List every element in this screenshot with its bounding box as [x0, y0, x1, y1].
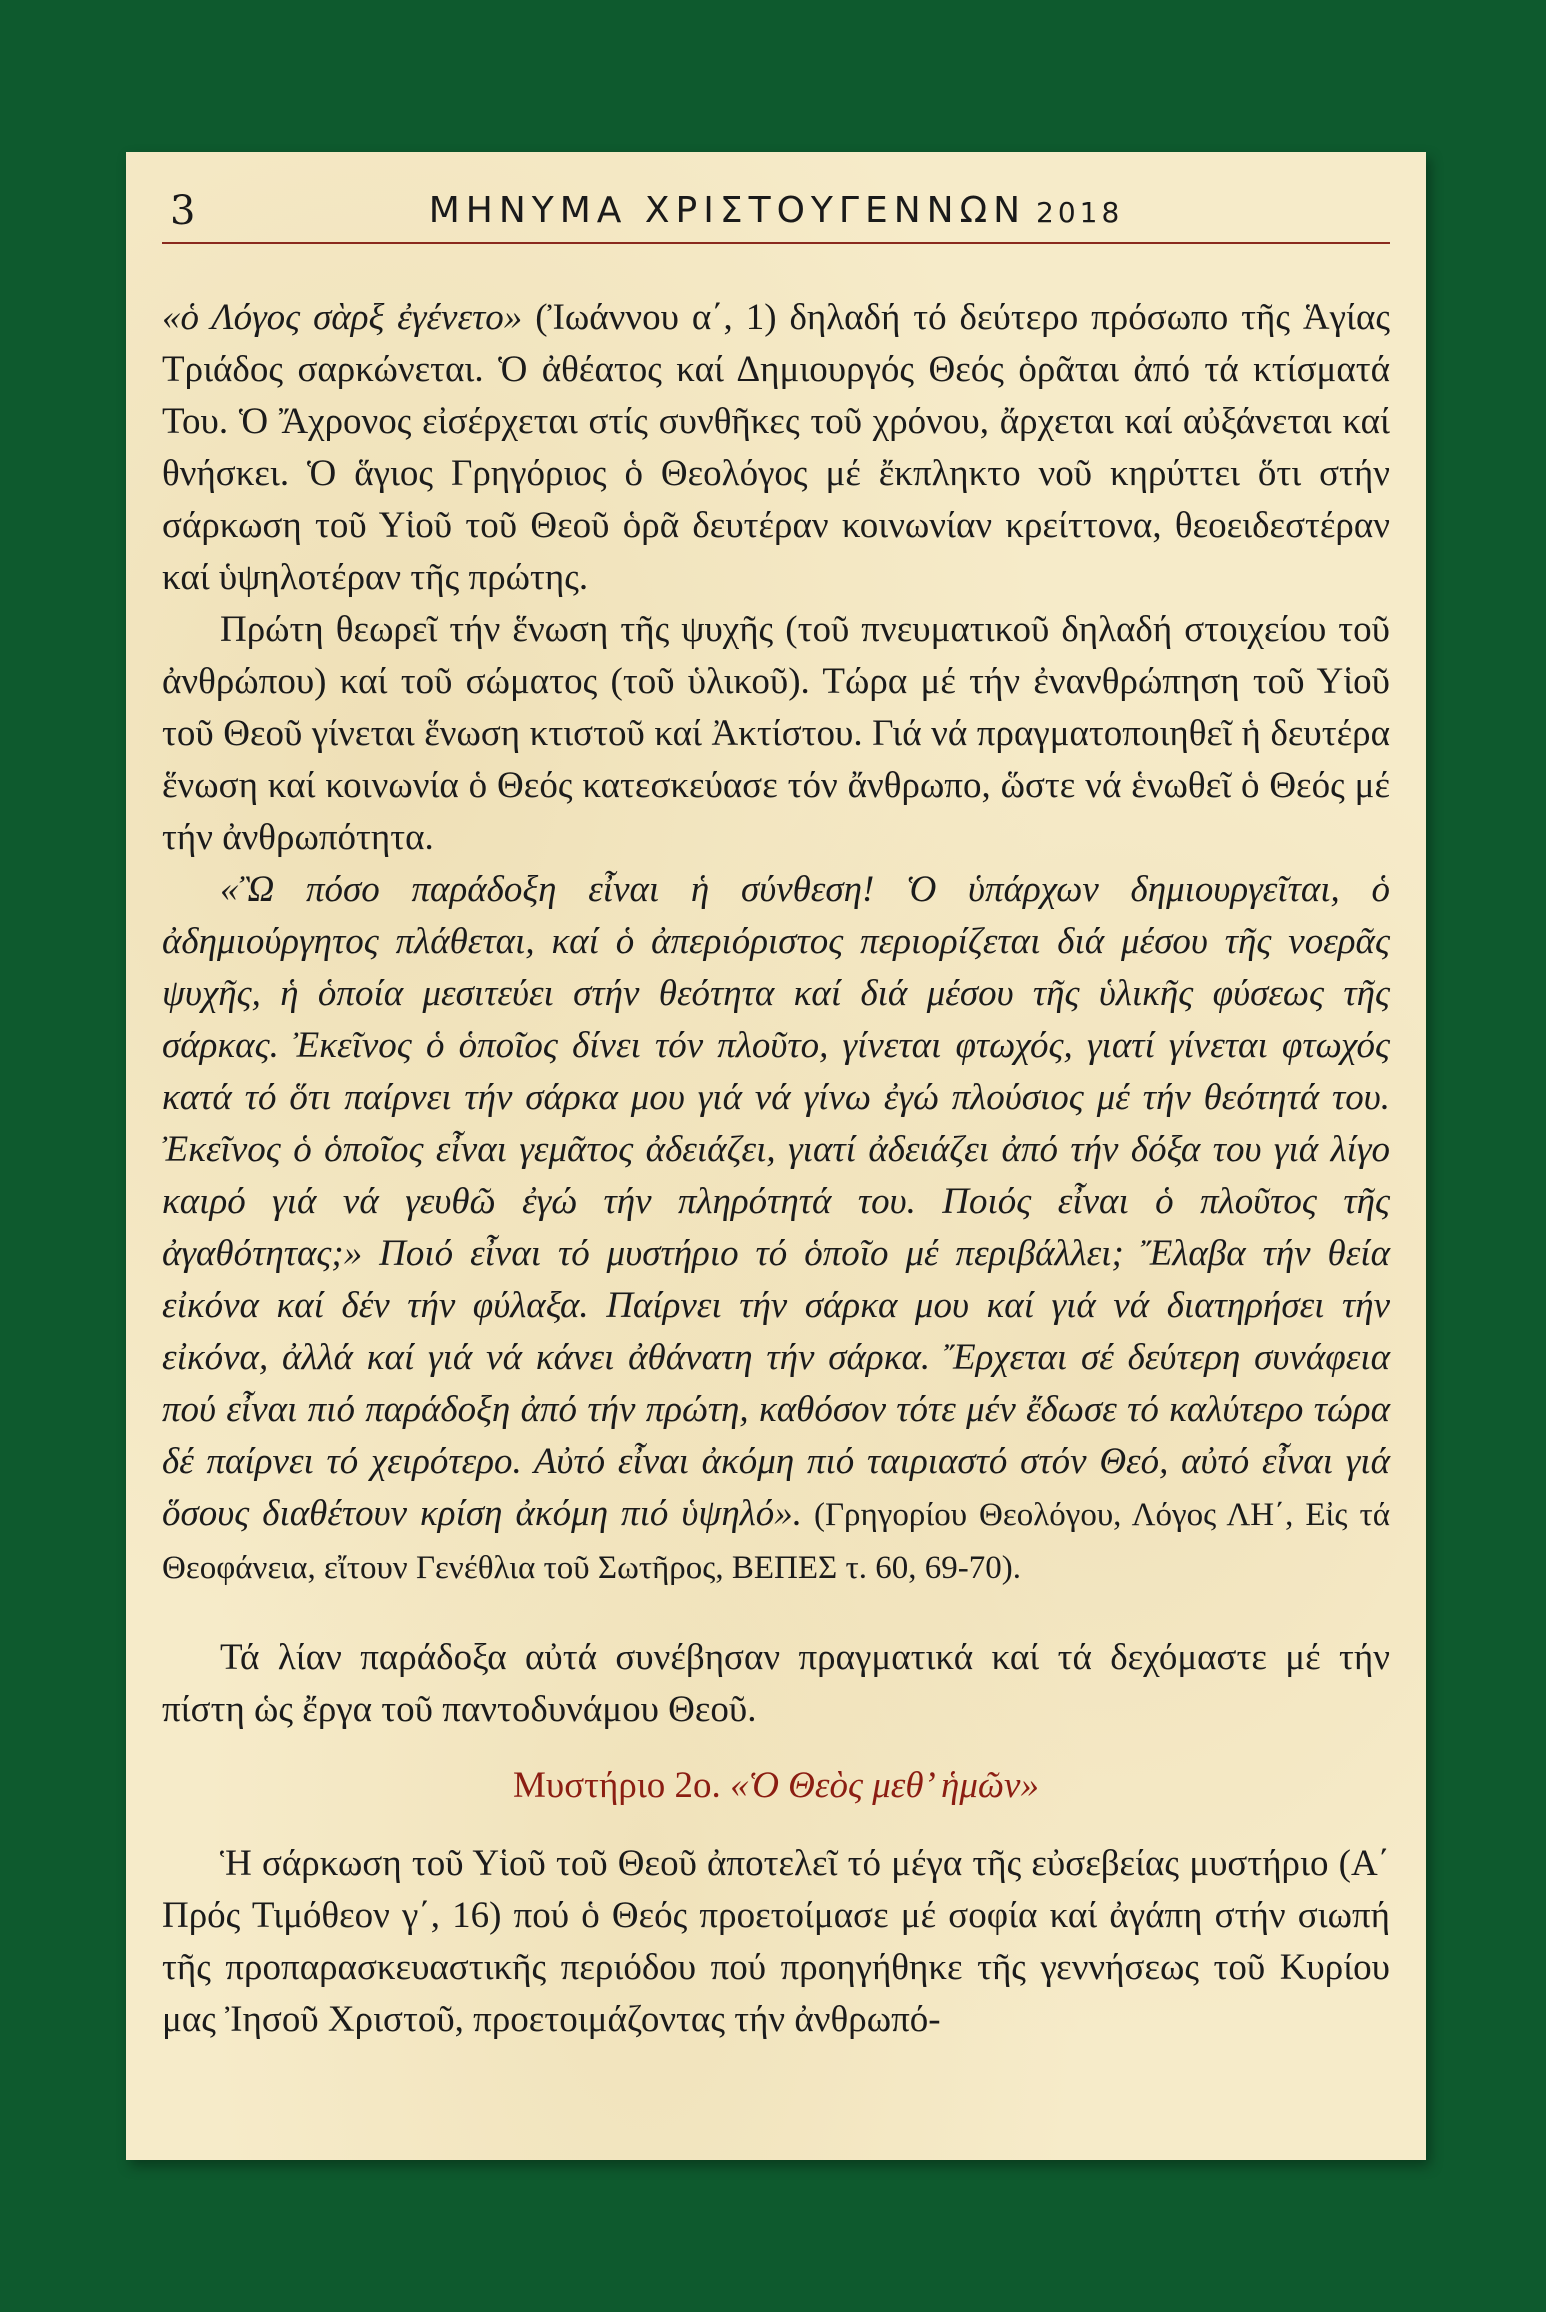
section-label: Μυστήριο 2ο.	[513, 1765, 731, 1806]
quote-john: «ὁ Λόγος σὰρξ ἐγένετο»	[162, 297, 523, 338]
paragraph-5: Ἡ σάρκωση τοῦ Υἱοῦ τοῦ Θεοῦ ἀποτελεῖ τό μέγα τῆς εὐσεβείας μυστήριο (Α΄ Πρός Τιμόθεον γ΄, 16) πού ὁ Θεός προετοίμασε μέ σοφία καί ἀγάπη στήν σιωπή τῆς προπαρασκευαστικῆς περιόδου πού προηγήθηκε τῆς γεννήσεως τοῦ Κυρίου μας Ἰησοῦ Χριστοῦ, προετοιμάζοντας τήν ἀνθρωπό-	[162, 1843, 1390, 2040]
paragraph-1	[162, 292, 1390, 604]
running-title	[162, 190, 1390, 231]
body-text	[162, 292, 1390, 2046]
page-number: 3	[170, 188, 196, 234]
quote-gregory: «Ὢ πόσο παράδοξη εἶναι ἡ σύνθεση! Ὁ ὑπάρχων δημιουργεῖται, ὁ ἀδημιούργητος πλάθεται, καί ὁ ἀπεριόριστος περιορίζεται διά μέσου τῆς νοερᾶς ψυχῆς, ἡ ὁποία μεσιτεύει στήν θεότητα καί διά μέσου τῆς ὑλικῆς φύσεως τῆς σάρκας. Ἐκεῖνος ὁ ὁποῖος δίνει τόν πλοῦτο, γίνεται φτωχός, γιατί γίνεται φτωχός κατά τό ὅτι παίρνει τήν σάρκα μου γιά νά γίνω ἐγώ πλούσιος μέ τήν θεότητά του. Ἐκεῖνος ὁ ὁποῖος εἶναι γεμᾶτος ἀδειάζει, γιατί ἀδειάζει ἀπό τήν δόξα του γιά λίγο καιρό γιά νά γευθῶ ἐγώ τήν πληρότητά του. Ποιός εἶναι ὁ πλοῦτος τῆς ἀγαθότητας;» Ποιό εἶναι τό μυστήριο τό ὁποῖο μέ περιβάλλει; Ἔλαβα τήν θεία εἰκόνα καί δέν τήν φύλαξα. Παίρνει τήν σάρκα μου καί γιά νά διατηρήσει τήν εἰκόνα, ἀλλά καί γιά νά κάνει ἀθάνατη τήν σάρκα. Ἔρχεται σέ δεύτερη συνάφεια πού εἶναι πιό παράδοξη ἀπό τήν πρώτη, καθόσον τότε μέν ἔδωσε τό καλύτερο τώρα δέ παίρνει τό χειρότερο. Αὐτό εἶναι ἀκόμη πιό ταιριαστό στόν Θεό, αὐτό εἶναι γιά ὅσους διαθέτουν κρίση ἀκόμη πιό ὑψηλό».	[162, 869, 1390, 1534]
paragraph-2: Πρώτη θεωρεῖ τήν ἕνωση τῆς ψυχῆς (τοῦ πνευματικοῦ δηλαδή στοιχείου τοῦ ἀνθρώπου) καί τοῦ σώματος (τοῦ ὑλικοῦ). Τώρα μέ τήν ἐνανθρώπηση τοῦ Υἱοῦ τοῦ Θεοῦ γίνεται ἕνωση κτιστοῦ καί Ἀκτίστου. Γιά νά πραγματοποιηθεῖ ἡ δευτέρα ἕνωση καί κοινωνία ὁ Θεός κατεσκεύασε τόν ἄνθρωπο, ὥστε νά ἑνωθεῖ ὁ Θεός μέ τήν ἀνθρωπότητα.	[162, 609, 1390, 858]
running-title-text: ΜΗΝΥΜΑ ΧΡΙΣΤΟΥΓΕΝΝΩΝ	[428, 190, 1027, 231]
page-header	[162, 180, 1390, 244]
paragraph-1-text: (Ἰωάννου α΄, 1) δηλαδή τό δεύτερο πρόσωπο τῆς Ἁγίας Τριάδος σαρκώνεται. Ὁ ἀθέατος καί Δημιουργός Θεός ὁρᾶται ἀπό τά κτίσματά Του. Ὁ Ἄχρονος εἰσέρχεται στίς συνθῆκες τοῦ χρόνου, ἄρχεται καί αὐξάνεται καί θνήσκει. Ὁ ἅγιος Γρηγόριος ὁ Θεολόγος μέ ἔκπληκτο νοῦ κηρύττει ὅτι στήν σάρκωση τοῦ Υἱοῦ τοῦ Θεοῦ ὁρᾶ δευτέραν κοινωνίαν κρείττονα, θεοειδεστέραν καί ὑψηλοτέραν τῆς πρώτης.	[162, 297, 1390, 598]
paragraph-3	[162, 864, 1390, 1594]
section-quote: «Ὁ Θεὸς μεθ’ ἡμῶν»	[730, 1765, 1039, 1806]
spacer	[162, 1594, 1390, 1632]
section-heading	[162, 1760, 1390, 1812]
running-title-year: 2018	[1036, 196, 1124, 229]
citation-reference: (Γρηγορίου Θεολόγου, Λόγος ΛΗ΄, Εἰς τά Θεοφάνεια, εἴτουν Γενέθλια τοῦ Σωτῆρος, ΒΕΠΕΣ τ. 60, 69-70).	[162, 1497, 1391, 1586]
page-sheet	[126, 152, 1426, 2160]
paragraph-4: Τά λίαν παράδοξα αὐτά συνέβησαν πραγματικά καί τά δεχόμαστε μέ τήν πίστη ὡς ἔργα τοῦ παντοδυνάμου Θεοῦ.	[162, 1637, 1390, 1730]
